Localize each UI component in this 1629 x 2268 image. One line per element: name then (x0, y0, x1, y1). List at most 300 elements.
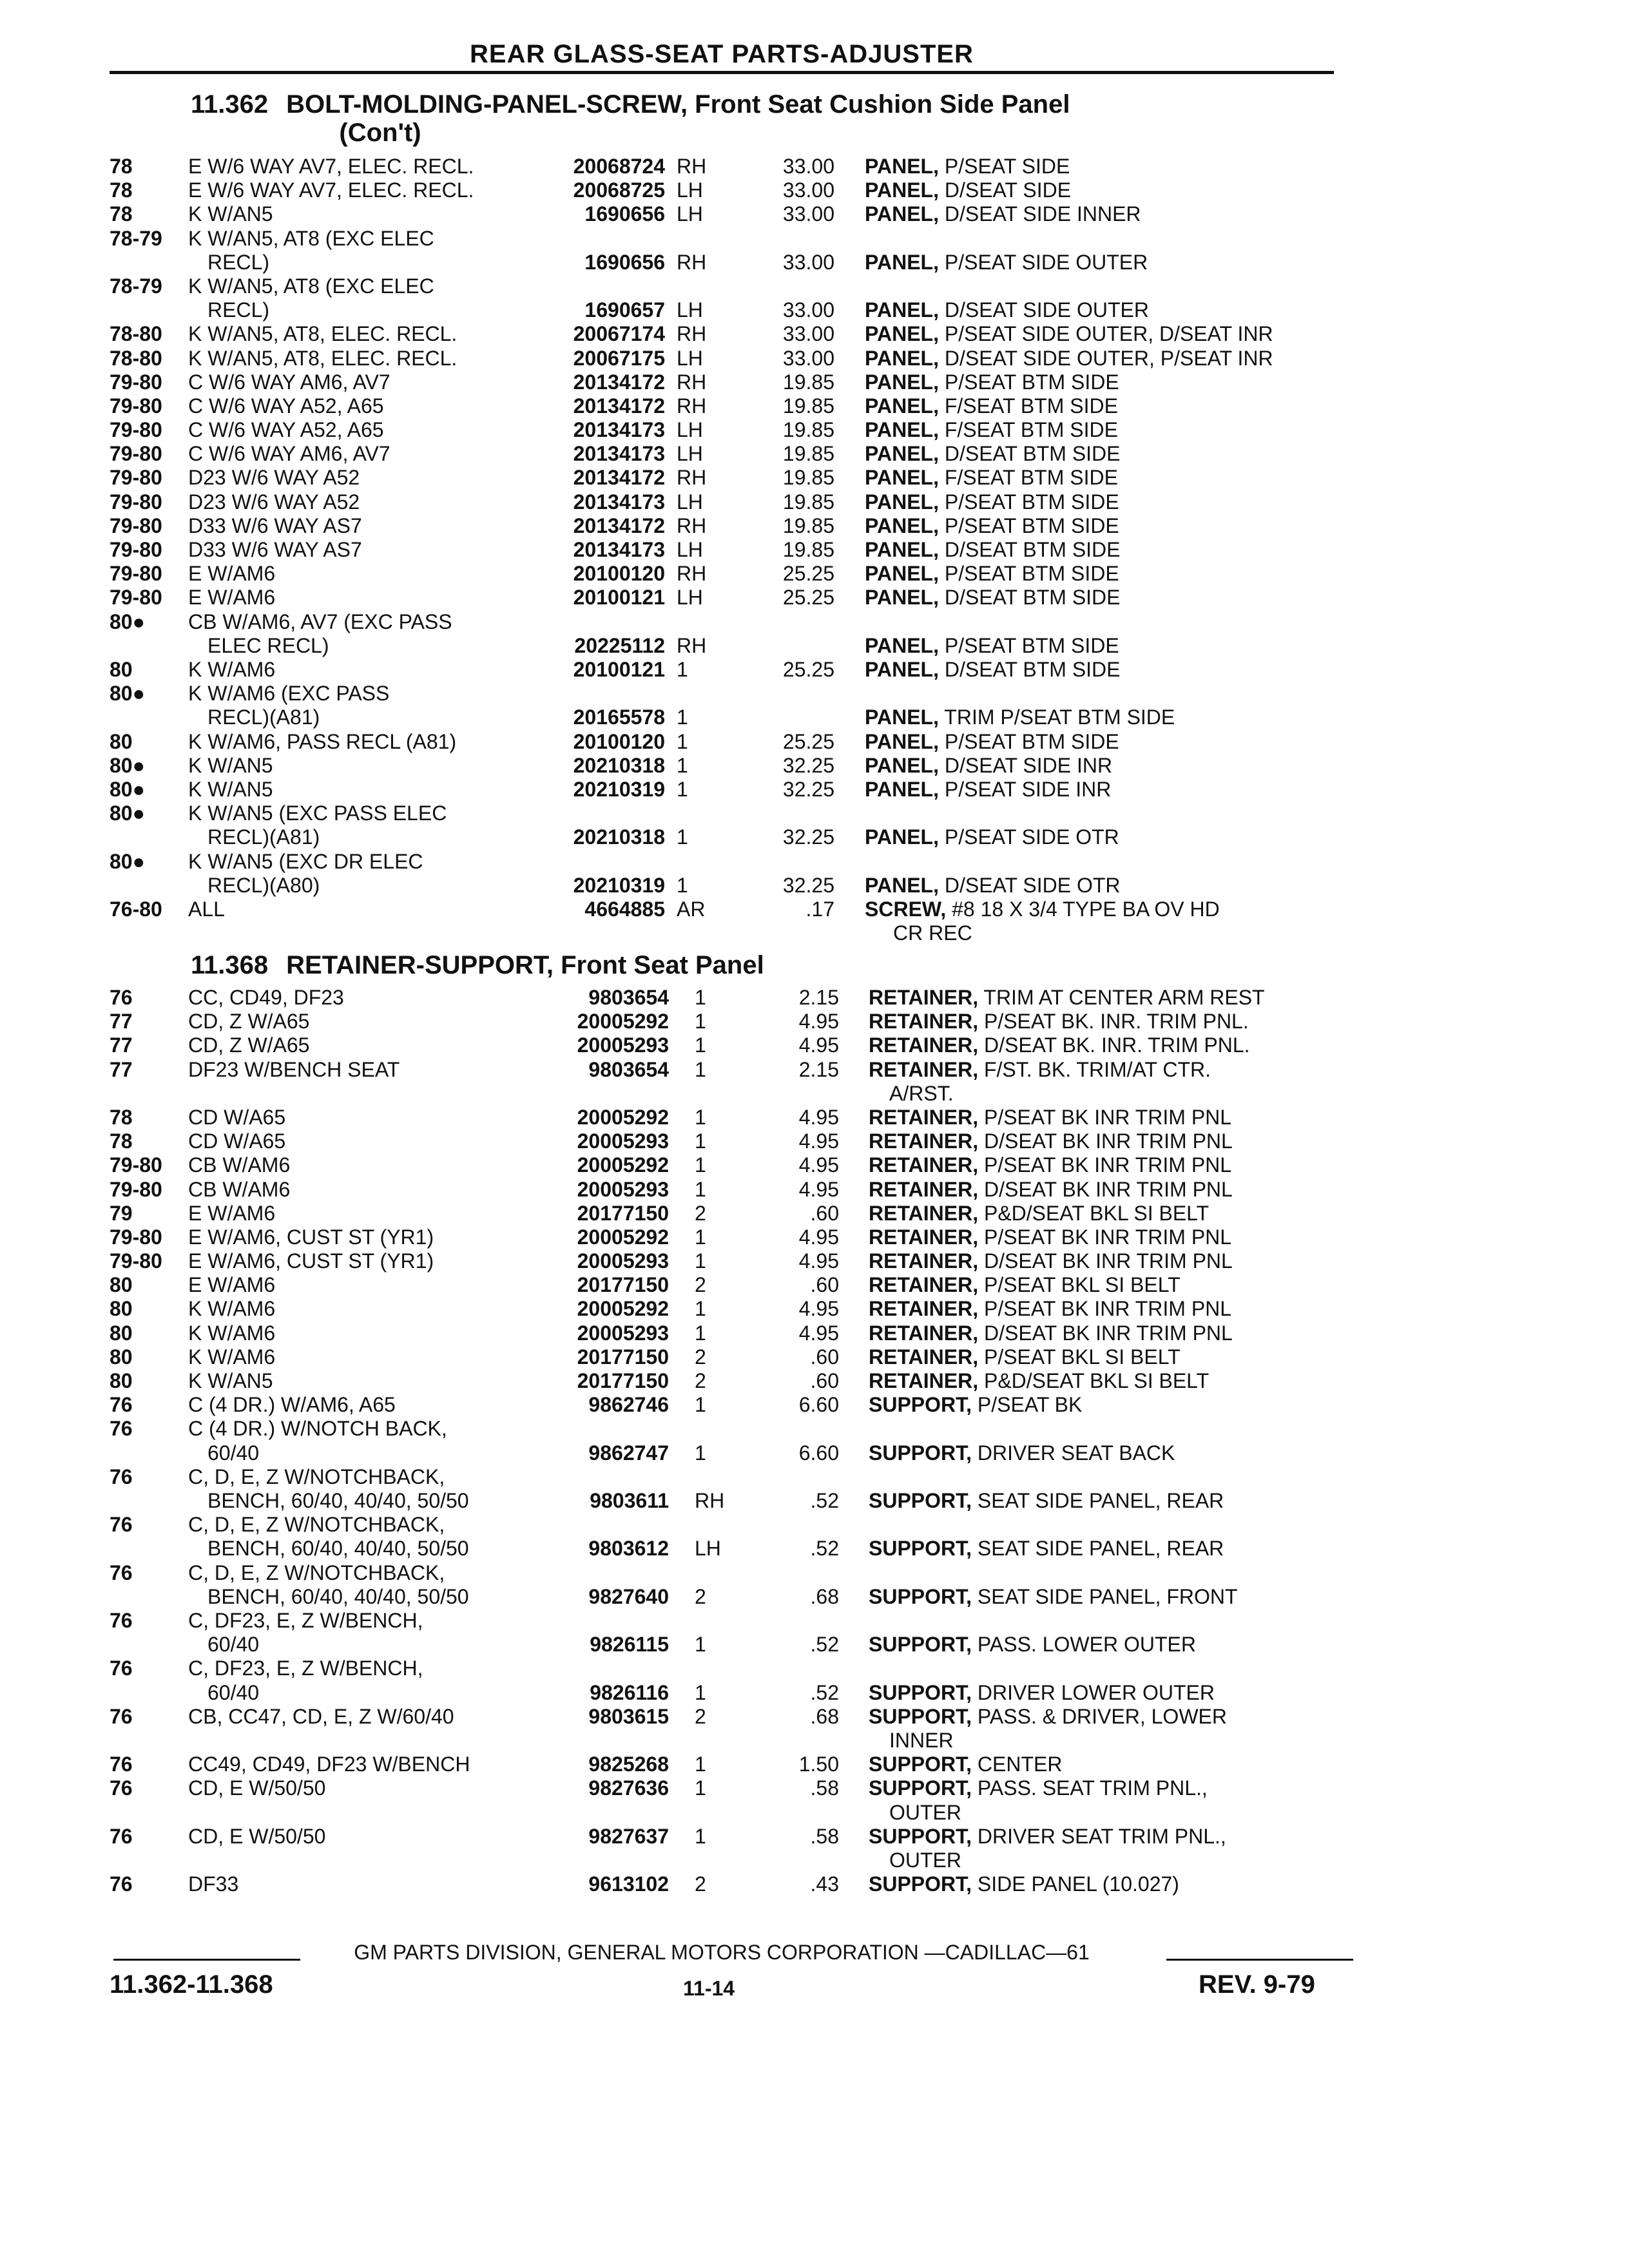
part-name: PANEL, (865, 657, 939, 681)
part-number: 9862747 (588, 1441, 669, 1465)
price: 33.00 (782, 346, 834, 370)
year-range: 79-80 (110, 418, 162, 442)
application: K W/AN5 (EXC PASS ELEC (188, 802, 447, 825)
part-number: 20067175 (573, 346, 665, 370)
part-name: PANEL, (865, 322, 939, 346)
part-number: 1690657 (584, 298, 665, 322)
section-title-11-362 (191, 90, 1070, 119)
price: .60 (810, 1369, 839, 1393)
part-name: RETAINER, (869, 1105, 979, 1129)
table-row (0, 682, 1629, 729)
application: E W/6 WAY AV7, ELEC. RECL. (188, 178, 474, 202)
quantity: 1 (695, 1633, 706, 1657)
part-name: PANEL, (865, 370, 939, 394)
year-range: 80 (110, 657, 133, 681)
quantity: 1 (695, 1680, 706, 1704)
application: C (4 DR.) W/NOTCH BACK, (188, 1417, 447, 1441)
application: K W/AN5, AT8 (EXC ELEC (188, 274, 434, 298)
part-description-continued: OUTER (889, 1848, 961, 1872)
part-name: SUPPORT, (869, 1584, 972, 1608)
year-range: 76 (110, 1776, 133, 1800)
footer-division: GM PARTS DIVISION, GENERAL MOTORS CORPORATION —CADILLAC—61 (354, 1941, 1090, 1964)
application: E W/AM6 (188, 562, 276, 586)
part-name: PANEL, (865, 250, 939, 274)
table-row (0, 1033, 1629, 1057)
application: D23 W/6 WAY A52 (188, 466, 360, 490)
quantity: 1 (695, 1824, 706, 1848)
year-range: 79-80 (110, 466, 162, 490)
part-number: 9827640 (588, 1584, 669, 1608)
price: 32.25 (782, 825, 834, 849)
table-row (0, 178, 1629, 202)
year-range: 76 (110, 1417, 133, 1441)
application: CD W/A65 (188, 1105, 286, 1129)
part-name: PANEL, (865, 706, 939, 729)
application: C W/6 WAY AM6, AV7 (188, 370, 390, 394)
quantity: 1 (695, 1441, 706, 1465)
year-range: 76 (110, 1393, 133, 1417)
application: K W/AM6 (EXC PASS (188, 682, 390, 706)
part-number: 9613102 (588, 1872, 669, 1896)
part-name: SUPPORT, (869, 1776, 972, 1800)
part-detail: D/SEAT SIDE (944, 178, 1072, 202)
part-detail: F/SEAT BTM SIDE (944, 418, 1118, 442)
application: DF33 (188, 1872, 239, 1896)
price: 4.95 (798, 1297, 839, 1321)
quantity: LH (677, 538, 703, 562)
part-name: SUPPORT, (869, 1488, 972, 1512)
year-range: 78-79 (110, 226, 162, 250)
part-name: SUPPORT, (869, 1393, 972, 1417)
quantity: LH (677, 418, 703, 442)
application-continued: 60/40 (207, 1633, 260, 1657)
part-description (865, 538, 1121, 562)
quantity: 1 (677, 873, 688, 897)
part-name: PANEL, (865, 202, 939, 226)
part-detail: F/SEAT BTM SIDE (944, 394, 1118, 418)
application-continued: RECL)(A80) (207, 873, 320, 897)
table-row (0, 1106, 1629, 1129)
year-range: 80 (110, 1345, 133, 1369)
part-description (869, 1129, 1233, 1153)
part-description (869, 1345, 1181, 1369)
footer-group-range: 11.362-11.368 (110, 1970, 273, 1999)
part-detail: D/SEAT BK. INR. TRIM PNL. (983, 1033, 1250, 1057)
part-number: 20005293 (577, 1033, 669, 1057)
part-number: 20165578 (573, 706, 665, 729)
part-number: 20100120 (573, 562, 665, 586)
part-name: PANEL, (865, 466, 939, 490)
part-detail: P/SEAT BKL SI BELT (983, 1273, 1181, 1297)
part-detail: D/SEAT BK INR TRIM PNL (983, 1249, 1233, 1273)
part-number: 9803654 (588, 1057, 669, 1081)
part-detail: SIDE PANEL (10.027) (977, 1872, 1179, 1896)
part-detail: D/SEAT BTM SIDE (944, 538, 1121, 562)
quantity: 1 (695, 1249, 706, 1273)
application: CB W/AM6, AV7 (EXC PASS (188, 610, 452, 633)
part-detail: P/SEAT BTM SIDE (944, 562, 1119, 586)
part-number: 9827637 (588, 1824, 669, 1848)
quantity: RH (677, 370, 707, 394)
year-range: 79-80 (110, 1153, 162, 1177)
part-description (869, 1225, 1231, 1249)
application: C, D, E, Z W/NOTCHBACK, (188, 1561, 445, 1584)
part-description (865, 874, 1121, 898)
part-number: 20067174 (573, 322, 665, 346)
table-row (0, 1776, 1629, 1824)
part-number: 9803612 (588, 1537, 669, 1561)
part-number: 20210318 (573, 825, 665, 849)
part-detail: SEAT SIDE PANEL, REAR (977, 1488, 1224, 1512)
part-description (869, 1681, 1215, 1705)
part-name: PANEL, (865, 418, 939, 442)
quantity: 1 (695, 1776, 706, 1800)
year-range: 76 (110, 1561, 133, 1584)
part-name: RETAINER, (869, 1345, 979, 1369)
table-row (0, 1825, 1629, 1872)
table-row (0, 155, 1629, 178)
part-number: 20005292 (577, 1225, 669, 1249)
part-description (865, 898, 1220, 921)
application: C W/6 WAY AM6, AV7 (188, 442, 390, 466)
price: .60 (810, 1273, 839, 1297)
application: C, DF23, E, Z W/BENCH, (188, 1657, 423, 1680)
part-description (865, 442, 1121, 466)
price: .52 (810, 1488, 839, 1512)
year-range: 77 (110, 1057, 133, 1081)
part-name: PANEL, (865, 298, 939, 322)
application: K W/AN5, AT8 (EXC ELEC (188, 226, 434, 250)
year-range: 80● (110, 777, 145, 801)
part-description (865, 754, 1112, 778)
part-description (865, 658, 1121, 682)
table-row (0, 227, 1629, 274)
footer-rule-left (113, 1959, 300, 1961)
part-name: PANEL, (865, 562, 939, 586)
part-detail: P/SEAT BTM SIDE (944, 633, 1119, 657)
application: CD W/A65 (188, 1129, 286, 1153)
part-name: RETAINER, (869, 1273, 979, 1297)
application: CB, CC47, CD, E, Z W/60/40 (188, 1704, 454, 1728)
price: 25.25 (782, 586, 834, 610)
year-range: 76 (110, 1704, 133, 1728)
application-continued: BENCH, 60/40, 40/40, 50/50 (207, 1584, 469, 1608)
part-description (869, 1369, 1209, 1393)
part-detail: P/SEAT BTM SIDE (944, 490, 1119, 514)
part-number: 9803611 (590, 1488, 669, 1512)
part-name: RETAINER, (869, 1201, 979, 1225)
price: 33.00 (782, 155, 834, 178)
part-detail: P/SEAT BTM SIDE (944, 729, 1119, 753)
quantity: 2 (695, 1273, 706, 1297)
table-row (0, 658, 1629, 682)
part-name: RETAINER, (869, 1225, 979, 1249)
part-name: PANEL, (865, 514, 939, 537)
part-name: SUPPORT, (869, 1704, 972, 1728)
part-name: RETAINER, (869, 1057, 979, 1081)
price: .60 (810, 1345, 839, 1369)
part-description (869, 1033, 1250, 1057)
table-row (0, 1058, 1629, 1106)
price: .52 (810, 1680, 839, 1704)
part-description (865, 730, 1119, 754)
year-range: 79-80 (110, 586, 162, 610)
parts-table-11-362 (0, 155, 1629, 945)
part-name: SUPPORT, (869, 1824, 972, 1848)
application: CB W/AM6 (188, 1153, 291, 1177)
part-detail: P&D/SEAT BKL SI BELT (983, 1201, 1210, 1225)
year-range: 77 (110, 1010, 133, 1033)
quantity: 2 (695, 1584, 706, 1608)
application-continued: RECL) (207, 298, 270, 322)
part-name: PANEL, (865, 825, 939, 849)
quantity: LH (695, 1537, 721, 1561)
part-detail: SEAT SIDE PANEL, REAR (977, 1537, 1224, 1561)
price: 33.00 (782, 322, 834, 346)
application: CD, Z W/A65 (188, 1033, 310, 1057)
price: 6.60 (798, 1441, 839, 1465)
quantity: LH (677, 586, 703, 610)
table-row (0, 1129, 1629, 1153)
part-number: 9803615 (588, 1704, 669, 1728)
part-description (865, 251, 1148, 274)
part-description (869, 1202, 1209, 1225)
table-row (0, 610, 1629, 658)
part-number: 20134173 (573, 418, 665, 442)
part-detail: P/SEAT SIDE INR (944, 777, 1112, 801)
application: E W/AM6 (188, 1273, 276, 1297)
year-range: 79 (110, 1201, 133, 1225)
part-description-continued: INNER (889, 1728, 954, 1752)
table-row (0, 1369, 1629, 1393)
application: E W/AM6 (188, 586, 276, 610)
table-row (0, 1297, 1629, 1321)
part-number: 4664885 (584, 897, 665, 921)
part-number: 20005293 (577, 1177, 669, 1201)
part-name: RETAINER, (869, 1369, 979, 1393)
price: .52 (810, 1633, 839, 1657)
price: 33.00 (782, 250, 834, 274)
quantity: LH (677, 442, 703, 466)
quantity: 1 (695, 986, 706, 1009)
application: C, D, E, Z W/NOTCHBACK, (188, 1513, 445, 1537)
section-heading: BOLT-MOLDING-PANEL-SCREW, Front Seat Cushion Side Panel (286, 90, 1070, 119)
year-range: 80● (110, 849, 145, 873)
application-continued: 60/40 (207, 1680, 260, 1704)
part-detail: P&D/SEAT BKL SI BELT (983, 1369, 1210, 1393)
table-row (0, 1202, 1629, 1225)
quantity: 1 (677, 657, 688, 681)
section-number: 11.362 (191, 90, 269, 119)
application-continued: ELEC RECL) (207, 633, 329, 657)
year-range: 76 (110, 986, 133, 1009)
price: .43 (810, 1872, 839, 1896)
quantity: 1 (695, 1153, 706, 1177)
part-name: SUPPORT, (869, 1633, 972, 1657)
year-range: 78 (110, 1129, 133, 1153)
year-range: 76 (110, 1657, 133, 1680)
part-description (869, 1705, 1227, 1729)
part-detail: TRIM P/SEAT BTM SIDE (944, 706, 1175, 729)
part-detail: F/SEAT BTM SIDE (944, 466, 1118, 490)
part-description (865, 466, 1118, 490)
part-detail: P/SEAT BTM SIDE (944, 370, 1119, 394)
quantity: 1 (695, 1010, 706, 1033)
part-name: RETAINER, (869, 1249, 979, 1273)
part-name: SUPPORT, (869, 1753, 972, 1776)
part-number: 9825268 (588, 1753, 669, 1776)
table-row (0, 1345, 1629, 1369)
part-name: SUPPORT, (869, 1537, 972, 1561)
part-description (869, 1585, 1238, 1609)
price: 4.95 (798, 1010, 839, 1033)
part-description (869, 1106, 1231, 1129)
part-description (865, 706, 1175, 729)
part-detail: D/SEAT SIDE INR (944, 753, 1113, 777)
part-number: 20210319 (573, 873, 665, 897)
part-detail: D/SEAT SIDE OUTER, P/SEAT INR (944, 346, 1273, 370)
part-detail: TRIM AT CENTER ARM REST (983, 986, 1265, 1009)
table-row (0, 1657, 1629, 1704)
application: K W/AN5, AT8, ELEC. RECL. (188, 322, 458, 346)
application: K W/AM6 (188, 1345, 276, 1369)
application: CB W/AM6 (188, 1177, 291, 1201)
part-detail: PASS. LOWER OUTER (977, 1633, 1196, 1657)
part-number: 9826115 (590, 1633, 669, 1657)
year-range: 80● (110, 753, 145, 777)
quantity: LH (677, 178, 703, 202)
application: D33 W/6 WAY AS7 (188, 538, 362, 562)
part-name: PANEL, (865, 873, 939, 897)
quantity: AR (677, 897, 706, 921)
table-row (0, 1273, 1629, 1297)
quantity: 1 (677, 825, 688, 849)
page-header-title: REAR GLASS-SEAT PARTS-ADJUSTER (470, 40, 974, 68)
price: 19.85 (782, 514, 834, 537)
application-continued: RECL)(A81) (207, 706, 320, 729)
part-number: 20177150 (577, 1201, 669, 1225)
quantity: 1 (695, 1297, 706, 1321)
part-number: 20134173 (573, 490, 665, 514)
part-detail: DRIVER SEAT BACK (977, 1441, 1175, 1465)
application: C (4 DR.) W/AM6, A65 (188, 1393, 396, 1417)
year-range: 79-80 (110, 514, 162, 537)
table-row (0, 1225, 1629, 1249)
year-range: 78 (110, 178, 133, 202)
part-name: PANEL, (865, 729, 939, 753)
part-detail: D/SEAT SIDE INNER (944, 202, 1141, 226)
table-row (0, 1872, 1629, 1896)
section-title-11-368 (191, 951, 764, 980)
quantity: 2 (695, 1201, 706, 1225)
part-description (865, 370, 1119, 394)
year-range: 80 (110, 1321, 133, 1345)
part-description (865, 178, 1071, 202)
part-description (869, 1441, 1175, 1465)
part-number: 20005292 (577, 1297, 669, 1321)
part-number: 20005293 (577, 1129, 669, 1153)
quantity: LH (677, 298, 703, 322)
part-detail: DRIVER SEAT TRIM PNL., (977, 1824, 1226, 1848)
part-name: SCREW, (865, 897, 947, 921)
table-row (0, 394, 1629, 418)
table-row (0, 514, 1629, 538)
part-detail: P/SEAT SIDE OUTER (944, 250, 1148, 274)
quantity: 1 (695, 1753, 706, 1776)
application: K W/AN5 (EXC DR ELEC (188, 849, 423, 873)
application: C, DF23, E, Z W/BENCH, (188, 1608, 423, 1632)
year-range: 78 (110, 1105, 133, 1129)
part-description (869, 1297, 1231, 1321)
part-detail: P/SEAT BK INR TRIM PNL (983, 1297, 1232, 1321)
part-number: 20134172 (573, 514, 665, 537)
part-number: 1690656 (584, 250, 665, 274)
part-description (869, 1058, 1211, 1082)
price: 33.00 (782, 202, 834, 226)
price: 32.25 (782, 777, 834, 801)
quantity: 1 (695, 1057, 706, 1081)
table-row (0, 1010, 1629, 1033)
part-name: SUPPORT, (869, 1680, 972, 1704)
price: 25.25 (782, 562, 834, 586)
table-row (0, 1417, 1629, 1465)
price: 4.95 (798, 1177, 839, 1201)
price: 33.00 (782, 178, 834, 202)
part-description (865, 586, 1121, 610)
application: K W/AM6 (188, 657, 276, 681)
quantity: RH (677, 466, 707, 490)
year-range: 79-80 (110, 538, 162, 562)
price: 32.25 (782, 873, 834, 897)
table-row (0, 202, 1629, 226)
table-row (0, 986, 1629, 1010)
part-number: 20005292 (577, 1153, 669, 1177)
part-description-continued: CR REC (893, 921, 972, 945)
part-detail: #8 18 X 3/4 TYPE BA OV HD (952, 897, 1220, 921)
year-range: 79-80 (110, 394, 162, 418)
part-number: 9827636 (588, 1776, 669, 1800)
part-description (869, 986, 1265, 1010)
part-detail: D/SEAT BK INR TRIM PNL (983, 1177, 1233, 1201)
price: 19.85 (782, 370, 834, 394)
application: DF23 W/BENCH SEAT (188, 1057, 400, 1081)
part-description (869, 1249, 1233, 1273)
part-number: 20210318 (573, 753, 665, 777)
price: .68 (810, 1584, 839, 1608)
table-row (0, 850, 1629, 898)
part-description (865, 322, 1273, 346)
part-detail: P/SEAT BK INR TRIM PNL (983, 1153, 1232, 1177)
application: CC49, CD49, DF23 W/BENCH (188, 1753, 470, 1776)
part-detail: D/SEAT SIDE OUTER (944, 298, 1149, 322)
part-description (865, 778, 1111, 802)
application: K W/AM6, PASS RECL (A81) (188, 729, 457, 753)
part-detail: D/SEAT SIDE OTR (944, 873, 1121, 897)
quantity: RH (695, 1488, 725, 1512)
quantity: RH (677, 562, 707, 586)
application: K W/AN5 (188, 777, 273, 801)
price: 1.50 (798, 1753, 839, 1776)
part-number: 20005293 (577, 1249, 669, 1273)
application: E W/AM6, CUST ST (YR1) (188, 1225, 434, 1249)
part-description (869, 1489, 1224, 1513)
part-detail: D/SEAT BK INR TRIM PNL (983, 1321, 1233, 1345)
table-row (0, 347, 1629, 370)
year-range: 79-80 (110, 490, 162, 514)
part-description (869, 1178, 1233, 1202)
section-subtitle: (Con't) (339, 119, 421, 147)
part-detail: P/SEAT BK (977, 1393, 1083, 1417)
